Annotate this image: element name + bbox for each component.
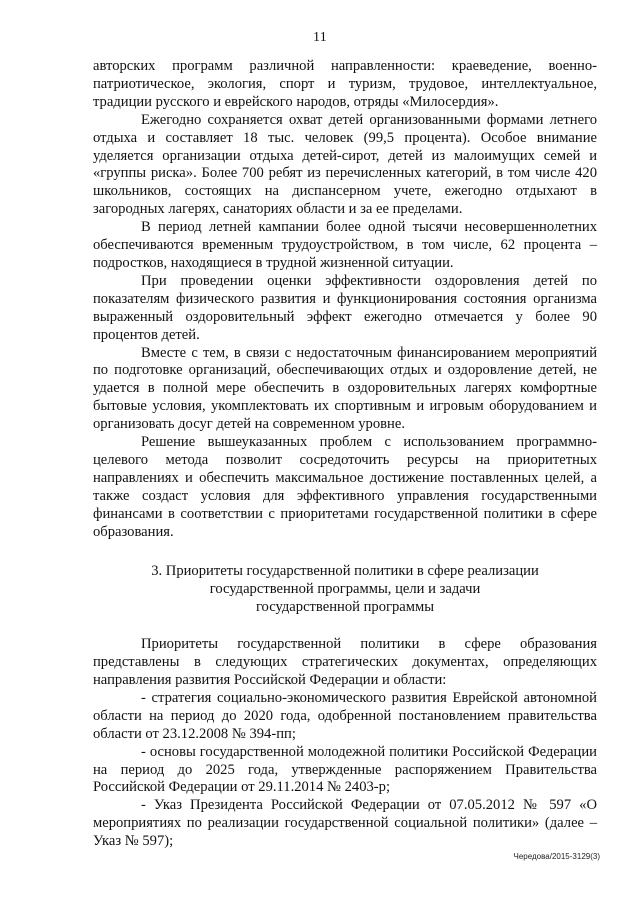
section-heading	[93, 563, 597, 617]
paragraph-employment: В период летней кампании более одной тысячи несовершеннолетних обеспечиваются временным трудоустройством, в том числе, 62 процента – подростков, находящиеся в трудной жизненной ситуации.	[93, 219, 597, 271]
section-heading-line-1: 3. Приоритеты государственной политики в сфере реализации	[151, 563, 539, 580]
paragraph-continuation: авторских программ различной направленности: краеведение, военно-патриотическое, экология, спорт и туризм, трудовое, интеллектуальное, традиции русского и еврейского народов, отряды «Милосердия».	[93, 58, 597, 110]
footer-document-code: Чередова/2015-3129(3)	[513, 852, 600, 861]
list-item-strategy: - стратегия социально-экономического развития Еврейской автономной области на период до 2020 года, одобренной постановлением правительства области от 23.12.2008 № 394-пп;	[93, 689, 597, 742]
page-number: 11	[313, 30, 327, 45]
section-heading-line-2: государственной программы, цели и задачи	[209, 581, 481, 598]
paragraph-solution: Решение вышеуказанных проблем с использованием программно-целевого метода позволит сосредоточить ресурсы на приоритетных направлениях и обеспечить максимальное достижение поставленных целей, а также создаст условия для эффективного управления государственными финансами в соответствии с приоритетами государственной политики в сфере образования.	[93, 434, 597, 540]
paragraph-funding-issues: Вместе с тем, в связи с недостаточным финансированием мероприятий по подготовке организаций, обеспечивающих отдых и оздоровление детей, не удается в полной мере обеспечить в оздоровительных лагерях комфортные бытовые условия, укомплектовать их спортивным и игровым оборудованием и организовать досуг детей на современном уровне.	[93, 344, 597, 433]
paragraph-summer-rest: Ежегодно сохраняется охват детей организованными формами летнего отдыха и составляет 18 тыс. человек (99,5 процента). Особое внимание уделяется организации отдыха детей-сирот, детей из малоимущих семей и «группы риска». Более 700 ребят из перечисленных категорий, в том числе 420 школьников, состоящих на диспансерном учете, ежегодно отдыхают в загородных лагерях, санаториях области и за ее пределами.	[93, 111, 597, 218]
list-item-youth-policy: - основы государственной молодежной политики Российской Федерации на период до 2025 года, утвержденные распоряжением Правительства Российской Федерации от 29.11.2014 № 2403-р;	[93, 743, 597, 796]
list-item-decree-597: - Указ Президента Российской Федерации от 07.05.2012 № 597 «О мероприятиях по реализации государственной социальной политики» (далее – Указ № 597);	[93, 797, 597, 850]
paragraph-priorities-intro: Приоритеты государственной политики в сфере образования представлены в следующих стратегических документах, определяющих направления развития Российской Федерации и области:	[93, 636, 597, 688]
paragraph-health-effect: При проведении оценки эффективности оздоровления детей по показателям физического развития и функционирования состояния организма выраженный оздоровительный эффект ежегодно отмечается у более 90 процентов детей.	[93, 272, 597, 343]
document-body	[93, 58, 597, 851]
section-heading-line-3: государственной программы	[255, 599, 435, 616]
